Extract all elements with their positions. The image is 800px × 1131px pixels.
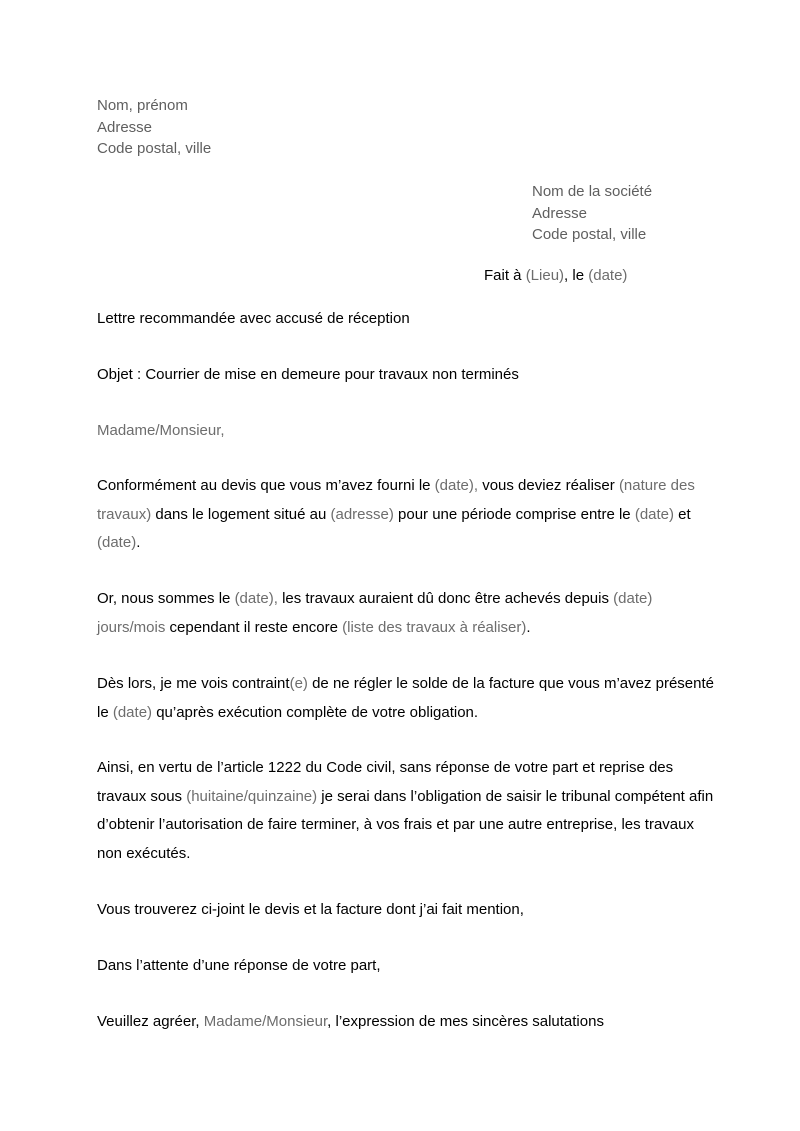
- p1-placeholder-address: (adresse): [330, 505, 394, 523]
- closing-line: [97, 1008, 717, 1037]
- p1-text-3: dans le logement situé au: [151, 505, 331, 523]
- p1-text-4: pour une période comprise entre le: [393, 505, 635, 523]
- p1-text-1: Conformément au devis que vous m’avez fourni le: [97, 477, 435, 494]
- closing-text-2: , l’expression de mes sincères salutations: [327, 1013, 604, 1030]
- paragraph-6: Dans l’attente d’une réponse de votre part,: [97, 957, 381, 974]
- p4-text-1: Ainsi, en vertu de l’article 1222 du Code civil, sans réponse de votre part et reprise des travaux sous: [97, 759, 674, 805]
- p2-placeholder-duration: (date) jours/mois: [97, 590, 653, 636]
- p1-placeholder-nature: (nature des travaux): [97, 477, 695, 523]
- place-placeholder: (Lieu): [525, 267, 565, 284]
- sender-name: Nom, prénom: [97, 97, 188, 114]
- p2-placeholder-works-list: (liste des travaux à réaliser): [342, 618, 527, 636]
- place-date-line: [484, 265, 627, 287]
- p1-text-6: .: [136, 534, 141, 551]
- p2-text-3: cependant il reste encore: [165, 618, 343, 636]
- subject-line: Objet : Courrier de mise en demeure pour travaux non terminés: [97, 366, 519, 383]
- p3-text-3: qu’après exécution complète de votre obligation.: [152, 703, 479, 721]
- recipient-city: Code postal, ville: [532, 226, 647, 243]
- sender-address: Adresse: [97, 118, 153, 136]
- paragraph-4: [97, 754, 717, 868]
- place-date-middle: , le: [564, 267, 589, 284]
- p4-placeholder-delay: (huitaine/quinzaine): [186, 787, 318, 805]
- p1-placeholder-date: (date),: [434, 477, 479, 494]
- date-placeholder: (date): [588, 267, 628, 284]
- registered-mail-line: Lettre recommandée avec accusé de réception: [97, 310, 410, 327]
- p2-placeholder-date: (date),: [234, 590, 278, 607]
- p2-text-2: les travaux auraient dû donc être achevés depuis: [277, 590, 614, 607]
- p4-text-2: je serai dans l’obligation de saisir le tribunal compétent afin d’obtenir l’autorisation de faire terminer, à vos frais et par une autre entreprise, les travaux non exécutés.: [97, 787, 714, 862]
- p1-placeholder-date-end: (date): [97, 534, 137, 551]
- p2-text-4: .: [526, 618, 531, 636]
- salutation: Madame/Monsieur,: [97, 422, 225, 439]
- paragraph-3: [97, 670, 717, 727]
- p2-text-1: Or, nous sommes le: [97, 590, 235, 607]
- p3-text-2: de ne régler le solde de la facture que vous m’avez présenté le: [97, 675, 714, 721]
- sender-block: [97, 95, 211, 160]
- sender-city: Code postal, ville: [97, 140, 212, 157]
- p3-placeholder-date: (date): [112, 703, 153, 721]
- p1-placeholder-date-start: (date): [634, 505, 675, 523]
- recipient-address: Adresse: [532, 204, 588, 222]
- closing-placeholder-title: Madame/Monsieur: [203, 1013, 328, 1030]
- recipient-block: [532, 181, 652, 246]
- closing-text-1: Veuillez agréer,: [97, 1013, 204, 1030]
- paragraph-5: Vous trouverez ci-joint le devis et la facture dont j’ai fait mention,: [97, 901, 524, 918]
- paragraph-1: [97, 472, 717, 558]
- p3-text-1: Dès lors, je me vois contraint: [97, 675, 290, 692]
- p1-text-5: et: [674, 505, 691, 523]
- recipient-company: Nom de la société: [532, 183, 653, 200]
- p1-text-2: vous deviez réaliser: [478, 477, 619, 494]
- place-date-prefix: Fait à: [484, 267, 526, 284]
- paragraph-2: [97, 585, 717, 642]
- p3-placeholder-gender: (e): [289, 675, 308, 692]
